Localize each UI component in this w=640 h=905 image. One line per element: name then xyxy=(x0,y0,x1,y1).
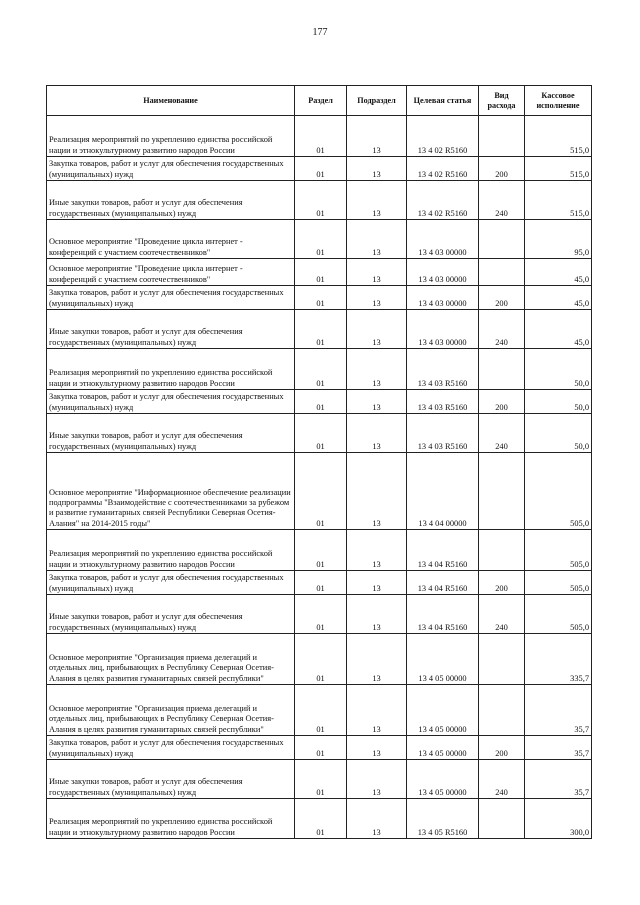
row-kind-cell xyxy=(479,530,525,571)
row-kind-cell xyxy=(479,220,525,259)
row-section-cell: 01 xyxy=(295,530,347,571)
row-section-cell: 01 xyxy=(295,634,347,685)
table-row xyxy=(47,799,592,839)
row-amount-cell: 300,0 xyxy=(525,799,592,839)
row-section-cell: 01 xyxy=(295,220,347,259)
row-name-cell: Закупка товаров, работ и услуг для обеспечения государственных (муниципальных) нужд xyxy=(47,286,295,310)
row-amount-cell: 505,0 xyxy=(525,571,592,595)
row-section-cell: 01 xyxy=(295,595,347,634)
table-row xyxy=(47,286,592,310)
row-subsection-cell: 13 xyxy=(347,453,407,530)
row-kind-cell: 240 xyxy=(479,310,525,349)
row-section-cell: 01 xyxy=(295,157,347,181)
row-subsection-cell: 13 xyxy=(347,390,407,414)
row-amount-cell: 335,7 xyxy=(525,634,592,685)
table-row xyxy=(47,259,592,286)
row-name-cell: Иные закупки товаров, работ и услуг для обеспечения государственных (муниципальных) нужд xyxy=(47,414,295,453)
row-target-cell: 13 4 04 R5160 xyxy=(407,571,479,595)
row-name-cell: Основное мероприятие "Организация приема делегаций и отдельных лиц, прибывающих в Республику Северная Осетия-Алания в целях развития гуманитарных связей республики" xyxy=(47,685,295,736)
row-section-cell: 01 xyxy=(295,760,347,799)
row-subsection-cell: 13 xyxy=(347,685,407,736)
row-target-cell: 13 4 03 R5160 xyxy=(407,349,479,390)
row-kind-cell: 240 xyxy=(479,595,525,634)
row-name-cell: Закупка товаров, работ и услуг для обеспечения государственных (муниципальных) нужд xyxy=(47,736,295,760)
table-row xyxy=(47,349,592,390)
row-section-cell: 01 xyxy=(295,310,347,349)
header-subsection: Подраздел xyxy=(347,86,407,116)
table-row xyxy=(47,220,592,259)
row-amount-cell: 95,0 xyxy=(525,220,592,259)
row-section-cell: 01 xyxy=(295,349,347,390)
table-row xyxy=(47,414,592,453)
table-row xyxy=(47,390,592,414)
row-target-cell: 13 4 05 00000 xyxy=(407,736,479,760)
header-kind: Вид расхода xyxy=(479,86,525,116)
row-kind-cell xyxy=(479,349,525,390)
row-amount-cell: 505,0 xyxy=(525,595,592,634)
row-section-cell: 01 xyxy=(295,259,347,286)
row-kind-cell xyxy=(479,259,525,286)
row-target-cell: 13 4 05 R5160 xyxy=(407,799,479,839)
table-row xyxy=(47,595,592,634)
row-section-cell: 01 xyxy=(295,571,347,595)
row-name-cell: Основное мероприятие "Организация приема делегаций и отдельных лиц, прибывающих в Республику Северная Осетия-Алания в целях развития гуманитарных связей республики" xyxy=(47,634,295,685)
table-body xyxy=(47,116,592,839)
row-section-cell: 01 xyxy=(295,685,347,736)
row-name-cell: Иные закупки товаров, работ и услуг для обеспечения государственных (муниципальных) нужд xyxy=(47,595,295,634)
row-section-cell: 01 xyxy=(295,390,347,414)
table-row xyxy=(47,634,592,685)
row-section-cell: 01 xyxy=(295,453,347,530)
table-header xyxy=(47,86,592,116)
row-target-cell: 13 4 04 R5160 xyxy=(407,530,479,571)
header-amount: Кассовое исполнение xyxy=(525,86,592,116)
row-subsection-cell: 13 xyxy=(347,310,407,349)
table-row xyxy=(47,685,592,736)
row-target-cell: 13 4 02 R5160 xyxy=(407,116,479,157)
row-target-cell: 13 4 04 R5160 xyxy=(407,595,479,634)
row-amount-cell: 45,0 xyxy=(525,286,592,310)
row-target-cell: 13 4 03 00000 xyxy=(407,286,479,310)
row-name-cell: Основное мероприятие "Проведение цикла интернет - конференций с участием соотечественников" xyxy=(47,220,295,259)
table-row xyxy=(47,116,592,157)
table-row xyxy=(47,310,592,349)
row-kind-cell: 200 xyxy=(479,157,525,181)
row-section-cell: 01 xyxy=(295,181,347,220)
row-amount-cell: 35,7 xyxy=(525,685,592,736)
row-amount-cell: 50,0 xyxy=(525,414,592,453)
row-name-cell: Иные закупки товаров, работ и услуг для обеспечения государственных (муниципальных) нужд xyxy=(47,181,295,220)
row-amount-cell: 505,0 xyxy=(525,453,592,530)
row-amount-cell: 505,0 xyxy=(525,530,592,571)
row-kind-cell: 200 xyxy=(479,571,525,595)
row-kind-cell: 240 xyxy=(479,760,525,799)
row-subsection-cell: 13 xyxy=(347,414,407,453)
row-kind-cell xyxy=(479,116,525,157)
header-name: Наименование xyxy=(47,86,295,116)
row-kind-cell xyxy=(479,799,525,839)
row-section-cell: 01 xyxy=(295,736,347,760)
row-name-cell: Иные закупки товаров, работ и услуг для обеспечения государственных (муниципальных) нужд xyxy=(47,310,295,349)
row-kind-cell xyxy=(479,634,525,685)
row-subsection-cell: 13 xyxy=(347,349,407,390)
row-name-cell: Основное мероприятие "Проведение цикла интернет - конференций с участием соотечественников" xyxy=(47,259,295,286)
row-amount-cell: 515,0 xyxy=(525,181,592,220)
row-name-cell: Закупка товаров, работ и услуг для обеспечения государственных (муниципальных) нужд xyxy=(47,571,295,595)
table-row xyxy=(47,530,592,571)
row-amount-cell: 50,0 xyxy=(525,390,592,414)
row-name-cell: Закупка товаров, работ и услуг для обеспечения государственных (муниципальных) нужд xyxy=(47,157,295,181)
row-subsection-cell: 13 xyxy=(347,259,407,286)
row-section-cell: 01 xyxy=(295,116,347,157)
row-subsection-cell: 13 xyxy=(347,571,407,595)
row-subsection-cell: 13 xyxy=(347,220,407,259)
row-amount-cell: 35,7 xyxy=(525,760,592,799)
row-subsection-cell: 13 xyxy=(347,799,407,839)
header-target: Целевая статья xyxy=(407,86,479,116)
row-target-cell: 13 4 05 00000 xyxy=(407,760,479,799)
row-target-cell: 13 4 03 R5160 xyxy=(407,390,479,414)
row-name-cell: Реализация мероприятий по укреплению единства российской нации и этнокультурному развитию народов России xyxy=(47,799,295,839)
header-section: Раздел xyxy=(295,86,347,116)
row-kind-cell: 240 xyxy=(479,414,525,453)
row-target-cell: 13 4 03 00000 xyxy=(407,310,479,349)
row-kind-cell xyxy=(479,685,525,736)
table-row xyxy=(47,760,592,799)
row-kind-cell: 200 xyxy=(479,286,525,310)
row-section-cell: 01 xyxy=(295,414,347,453)
table-row xyxy=(47,157,592,181)
row-name-cell: Реализация мероприятий по укреплению единства российской нации и этнокультурному развитию народов России xyxy=(47,116,295,157)
budget-table xyxy=(46,85,592,839)
row-kind-cell: 200 xyxy=(479,736,525,760)
table-row xyxy=(47,453,592,530)
row-section-cell: 01 xyxy=(295,799,347,839)
row-name-cell: Реализация мероприятий по укреплению единства российской нации и этнокультурному развитию народов России xyxy=(47,349,295,390)
row-target-cell: 13 4 03 00000 xyxy=(407,259,479,286)
row-amount-cell: 45,0 xyxy=(525,259,592,286)
row-subsection-cell: 13 xyxy=(347,116,407,157)
row-kind-cell xyxy=(479,453,525,530)
row-target-cell: 13 4 04 00000 xyxy=(407,453,479,530)
row-target-cell: 13 4 05 00000 xyxy=(407,634,479,685)
row-amount-cell: 515,0 xyxy=(525,157,592,181)
row-subsection-cell: 13 xyxy=(347,736,407,760)
row-subsection-cell: 13 xyxy=(347,286,407,310)
row-name-cell: Основное мероприятие "Информационное обеспечение реализации подпрограммы "Взаимодействие с соотечественниками за рубежом и развитие гуманитарных связей Республики Северная Осетия-Алания" на 2014-2015 годы" xyxy=(47,453,295,530)
row-kind-cell: 200 xyxy=(479,390,525,414)
row-subsection-cell: 13 xyxy=(347,157,407,181)
table-row xyxy=(47,736,592,760)
row-subsection-cell: 13 xyxy=(347,530,407,571)
row-name-cell: Закупка товаров, работ и услуг для обеспечения государственных (муниципальных) нужд xyxy=(47,390,295,414)
row-subsection-cell: 13 xyxy=(347,595,407,634)
row-kind-cell: 240 xyxy=(479,181,525,220)
row-target-cell: 13 4 02 R5160 xyxy=(407,157,479,181)
row-target-cell: 13 4 03 00000 xyxy=(407,220,479,259)
row-subsection-cell: 13 xyxy=(347,760,407,799)
row-target-cell: 13 4 03 R5160 xyxy=(407,414,479,453)
row-subsection-cell: 13 xyxy=(347,634,407,685)
row-name-cell: Реализация мероприятий по укреплению единства российской нации и этнокультурному развитию народов России xyxy=(47,530,295,571)
page-number: 177 xyxy=(312,27,328,38)
row-amount-cell: 45,0 xyxy=(525,310,592,349)
row-amount-cell: 515,0 xyxy=(525,116,592,157)
row-target-cell: 13 4 02 R5160 xyxy=(407,181,479,220)
row-amount-cell: 35,7 xyxy=(525,736,592,760)
table-row xyxy=(47,181,592,220)
row-name-cell: Иные закупки товаров, работ и услуг для обеспечения государственных (муниципальных) нужд xyxy=(47,760,295,799)
row-target-cell: 13 4 05 00000 xyxy=(407,685,479,736)
row-section-cell: 01 xyxy=(295,286,347,310)
row-amount-cell: 50,0 xyxy=(525,349,592,390)
table-row xyxy=(47,571,592,595)
row-subsection-cell: 13 xyxy=(347,181,407,220)
